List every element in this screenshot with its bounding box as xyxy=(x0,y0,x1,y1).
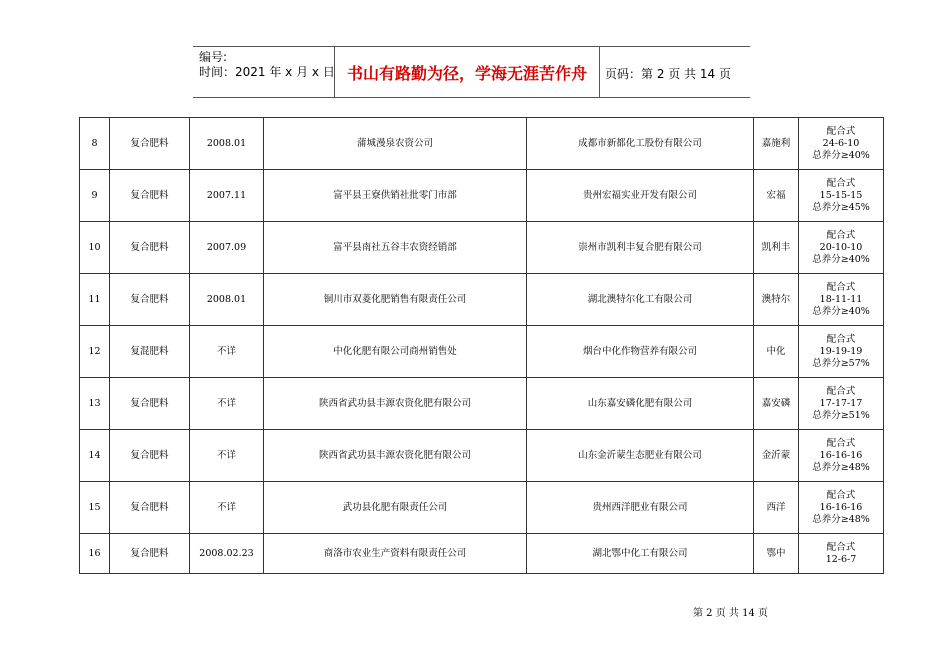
brand-name: 西洋 xyxy=(754,482,799,534)
fertilizer-type: 复合肥料 xyxy=(110,118,190,170)
nutrient-spec xyxy=(799,274,884,326)
row-number: 12 xyxy=(80,326,110,378)
fertilizer-type: 复合肥料 xyxy=(110,274,190,326)
row-number: 15 xyxy=(80,482,110,534)
brand-name: 中化 xyxy=(754,326,799,378)
nutrient-spec-line: 总养分≥40% xyxy=(812,305,870,317)
manufacturer-name: 山东嘉安磷化肥有限公司 xyxy=(527,378,754,430)
nutrient-spec xyxy=(799,118,884,170)
nutrient-spec xyxy=(799,170,884,222)
production-date: 2008.02.23 xyxy=(190,534,264,574)
nutrient-spec-line: 总养分≥57% xyxy=(812,357,870,369)
nutrient-spec-line: 配合式 xyxy=(826,541,856,553)
nutrient-spec-line: 配合式 xyxy=(826,437,856,449)
row-number: 10 xyxy=(80,222,110,274)
nutrient-spec-line: 总养分≥40% xyxy=(812,149,870,161)
brand-name: 澳特尔 xyxy=(754,274,799,326)
nutrient-spec xyxy=(799,378,884,430)
header-motto: 书山有路勤为径，学海无涯苦作舟 xyxy=(335,47,600,97)
nutrient-spec-line: 总养分≥48% xyxy=(812,513,870,525)
nutrient-spec-line: 配合式 xyxy=(826,125,856,137)
row-number: 13 xyxy=(80,378,110,430)
table-row xyxy=(80,274,884,326)
seller-name: 商洛市农业生产资料有限责任公司 xyxy=(264,534,527,574)
brand-name: 鄂中 xyxy=(754,534,799,574)
time-label: 时间：2021 年 x 月 x 日 xyxy=(199,65,335,79)
nutrient-spec xyxy=(799,222,884,274)
nutrient-spec-line: 15-15-15 xyxy=(819,189,863,201)
production-date: 不详 xyxy=(190,430,264,482)
fertilizer-type: 复混肥料 xyxy=(110,326,190,378)
manufacturer-name: 湖北澳特尔化工有限公司 xyxy=(527,274,754,326)
table-row xyxy=(80,378,884,430)
fertilizer-type: 复合肥料 xyxy=(110,430,190,482)
fertilizer-table xyxy=(79,117,884,574)
header-page-info: 页码：第 2 页 共 14 页 xyxy=(605,67,731,81)
fertilizer-type: 复合肥料 xyxy=(110,222,190,274)
production-date: 2008.01 xyxy=(190,118,264,170)
header-meta xyxy=(193,47,335,97)
fertilizer-type: 复合肥料 xyxy=(110,482,190,534)
table-row xyxy=(80,222,884,274)
seller-name: 铜川市双菱化肥销售有限责任公司 xyxy=(264,274,527,326)
fertilizer-type: 复合肥料 xyxy=(110,534,190,574)
nutrient-spec-line: 24-6-10 xyxy=(822,137,860,149)
manufacturer-name: 贵州宏福实业开发有限公司 xyxy=(527,170,754,222)
nutrient-spec-line: 配合式 xyxy=(826,281,856,293)
nutrient-spec xyxy=(799,326,884,378)
nutrient-spec-line: 19-19-19 xyxy=(819,345,863,357)
number-label: 编号: xyxy=(199,50,228,64)
seller-name: 蒲城漫泉农资公司 xyxy=(264,118,527,170)
brand-name: 金沂蒙 xyxy=(754,430,799,482)
nutrient-spec-line: 12-6-7 xyxy=(825,553,857,565)
fertilizer-type: 复合肥料 xyxy=(110,170,190,222)
nutrient-spec-line: 配合式 xyxy=(826,489,856,501)
nutrient-spec xyxy=(799,482,884,534)
row-number: 8 xyxy=(80,118,110,170)
manufacturer-name: 成都市新都化工股份有限公司 xyxy=(527,118,754,170)
page-header xyxy=(193,46,750,98)
seller-name: 陕西省武功县丰源农资化肥有限公司 xyxy=(264,430,527,482)
seller-name: 武功县化肥有限责任公司 xyxy=(264,482,527,534)
nutrient-spec-line: 总养分≥51% xyxy=(812,409,870,421)
nutrient-spec-line: 20-10-10 xyxy=(819,241,863,253)
nutrient-spec-line: 总养分≥48% xyxy=(812,461,870,473)
manufacturer-name: 崇州市凯利丰复合肥有限公司 xyxy=(527,222,754,274)
seller-name: 富平县王寮供销社批零门市部 xyxy=(264,170,527,222)
brand-name: 凯利丰 xyxy=(754,222,799,274)
brand-name: 嘉安磷 xyxy=(754,378,799,430)
nutrient-spec-line: 配合式 xyxy=(826,333,856,345)
table-row xyxy=(80,170,884,222)
table-row xyxy=(80,534,884,574)
production-date: 不详 xyxy=(190,378,264,430)
manufacturer-name: 湖北鄂中化工有限公司 xyxy=(527,534,754,574)
production-date: 不详 xyxy=(190,482,264,534)
table-body xyxy=(80,118,884,574)
row-number: 11 xyxy=(80,274,110,326)
nutrient-spec-line: 总养分≥40% xyxy=(812,253,870,265)
seller-name: 富平县南社五谷丰农资经销部 xyxy=(264,222,527,274)
nutrient-spec-line: 总养分≥45% xyxy=(812,201,870,213)
row-number: 16 xyxy=(80,534,110,574)
nutrient-spec xyxy=(799,534,884,574)
nutrient-spec-line: 配合式 xyxy=(826,177,856,189)
table-row xyxy=(80,482,884,534)
nutrient-spec-line: 18-11-11 xyxy=(819,293,863,305)
nutrient-spec-line: 16-16-16 xyxy=(819,449,863,461)
row-number: 9 xyxy=(80,170,110,222)
table-row xyxy=(80,118,884,170)
row-number: 14 xyxy=(80,430,110,482)
fertilizer-type: 复合肥料 xyxy=(110,378,190,430)
nutrient-spec-line: 配合式 xyxy=(826,385,856,397)
nutrient-spec xyxy=(799,430,884,482)
page-footer: 第 2 页 共 14 页 xyxy=(693,608,768,619)
manufacturer-name: 山东金沂蒙生态肥业有限公司 xyxy=(527,430,754,482)
seller-name: 陕西省武功县丰源农资化肥有限公司 xyxy=(264,378,527,430)
production-date: 2007.09 xyxy=(190,222,264,274)
production-date: 2007.11 xyxy=(190,170,264,222)
brand-name: 宏福 xyxy=(754,170,799,222)
nutrient-spec-line: 17-17-17 xyxy=(819,397,863,409)
production-date: 2008.01 xyxy=(190,274,264,326)
manufacturer-name: 烟台中化作物营养有限公司 xyxy=(527,326,754,378)
table-row xyxy=(80,326,884,378)
nutrient-spec-line: 16-16-16 xyxy=(819,501,863,513)
seller-name: 中化化肥有限公司商州销售处 xyxy=(264,326,527,378)
brand-name: 嘉施利 xyxy=(754,118,799,170)
manufacturer-name: 贵州西洋肥业有限公司 xyxy=(527,482,754,534)
table-row xyxy=(80,430,884,482)
production-date: 不详 xyxy=(190,326,264,378)
nutrient-spec-line: 配合式 xyxy=(826,229,856,241)
